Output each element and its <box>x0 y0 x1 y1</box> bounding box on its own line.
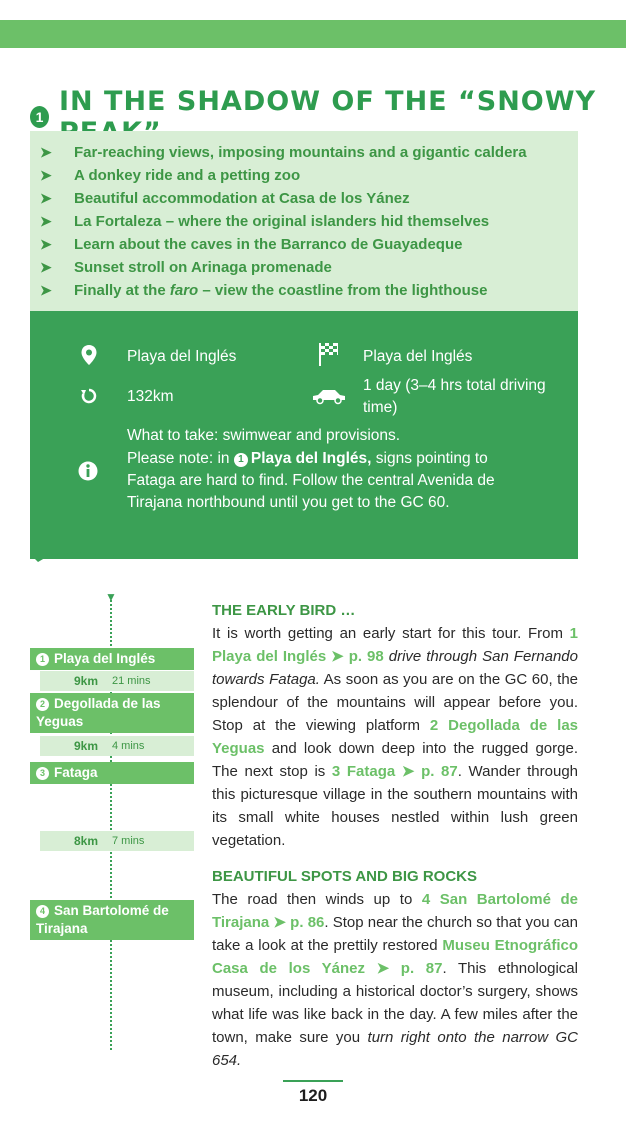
route-leg: 9km 21 mins <box>40 671 194 691</box>
tour-number-badge: 1 <box>30 106 49 128</box>
tour-distance: 132km <box>127 388 174 405</box>
finish-location: Playa del Inglés <box>363 348 473 365</box>
highlight-item: ➤ Beautiful accommodation at Casa de los Yánez <box>40 190 410 207</box>
highlight-item: ➤ Sunset stroll on Arinaga promenade <box>40 259 332 276</box>
route-start-marker: ▼ <box>105 590 117 604</box>
top-color-bar <box>0 20 626 48</box>
paragraph: It is worth getting an early start for this tour. From 1 Playa del Inglés ➤ p. 98 drive through San Fernando towards Fataga. As soon as you are on the GC 60, the splendour of the mountains will appear before you. Stop at the viewing platform 2 Degollada de las Yeguas and look down deep into the rugged gorge. The next stop is 3 Fataga ➤ p. 87. Wander through this picturesque village in the southern mountains with its small white houses nestled within lush green vegetation. <box>212 625 579 849</box>
route-stop: 2 Degollada de las Yeguas <box>30 693 194 733</box>
route-leg: 9km 4 mins <box>40 736 194 756</box>
info-icon <box>78 461 98 481</box>
route-stop: 4 San Bartolomé de Tirajana <box>30 900 194 940</box>
arrow-icon: ➤ <box>40 190 52 206</box>
highlight-item: ➤ Far-reaching views, imposing mountains and a gigantic caldera <box>40 144 527 161</box>
arrow-icon: ➤ <box>40 167 52 183</box>
tour-info-box <box>30 311 578 559</box>
arrow-icon: ➤ <box>40 236 52 252</box>
tour-title: IN THE SHADOW OF THE “SNOWY <box>58 86 597 117</box>
arrow-icon: ➤ <box>40 144 52 160</box>
section-heading: THE EARLY BIRD … <box>212 602 356 619</box>
highlights-box <box>30 131 578 311</box>
arrow-icon: ➤ <box>40 282 52 298</box>
paragraph: The road then winds up to 4 San Bartolomé de Tirajana ➤ p. 86. Stop near the church so that you can take a look at the prettily restored Museu Etnográfico Casa de los Yánez ➤ p. 87. This ethnological museum, including a historical doctor’s surgery, shows what life was like back in the day. A few miles after the town, make sure you turn right onto the narrow GC 654. <box>212 891 578 1069</box>
place-link[interactable]: 4 San Bartolomé de Tirajana ➤ p. 86 <box>212 891 578 931</box>
highlight-item: ➤ Learn about the caves in the Barranco de Guayadeque <box>40 236 463 253</box>
what-to-take: What to take: swimwear and provisions. <box>127 427 401 444</box>
section-heading: BEAUTIFUL SPOTS AND BIG ROCKS <box>212 868 478 885</box>
route-sidebar <box>30 590 200 1070</box>
route-stop: 1 Playa del Inglés <box>30 648 194 670</box>
article-body <box>212 600 578 1072</box>
route-leg: 8km 7 mins <box>40 831 194 851</box>
torn-edge <box>30 540 578 564</box>
car-icon <box>311 387 347 405</box>
place-link[interactable]: Museu Etnográfico Casa de los Yánez ➤ p. 87 <box>212 937 578 977</box>
place-link[interactable]: 1 Playa del Inglés ➤ p. 98 <box>212 625 578 665</box>
arrow-icon: ➤ <box>40 213 52 229</box>
page-number: 120 <box>298 1086 328 1105</box>
arrow-icon: ➤ <box>40 259 52 275</box>
place-link[interactable]: 2 Degollada de las Yeguas <box>212 717 578 757</box>
start-location: Playa del Inglés <box>127 348 237 365</box>
location-pin-icon <box>80 344 98 366</box>
page-number-rule <box>283 1080 343 1082</box>
finish-flag-icon <box>317 341 341 367</box>
tour-duration: 1 day (3–4 hrs total driving time) <box>363 377 546 416</box>
loop-arrow-icon <box>80 387 98 405</box>
note-text: Please note: in 1 Playa del Inglés, signs pointing to Fataga are hard to find. Follow the central Avenida de Tirajana northbound until you get to the GC 60. <box>127 450 495 511</box>
highlight-item: ➤ A donkey ride and a petting zoo <box>40 167 301 184</box>
highlight-item: ➤ La Fortaleza – where the original islanders hid themselves <box>40 213 490 230</box>
route-stop: 3 Fataga <box>30 762 194 784</box>
place-link[interactable]: 3 Fataga ➤ p. 87 <box>331 763 458 780</box>
highlight-item: ➤ Finally at the faro – view the coastline from the lighthouse <box>40 282 488 299</box>
